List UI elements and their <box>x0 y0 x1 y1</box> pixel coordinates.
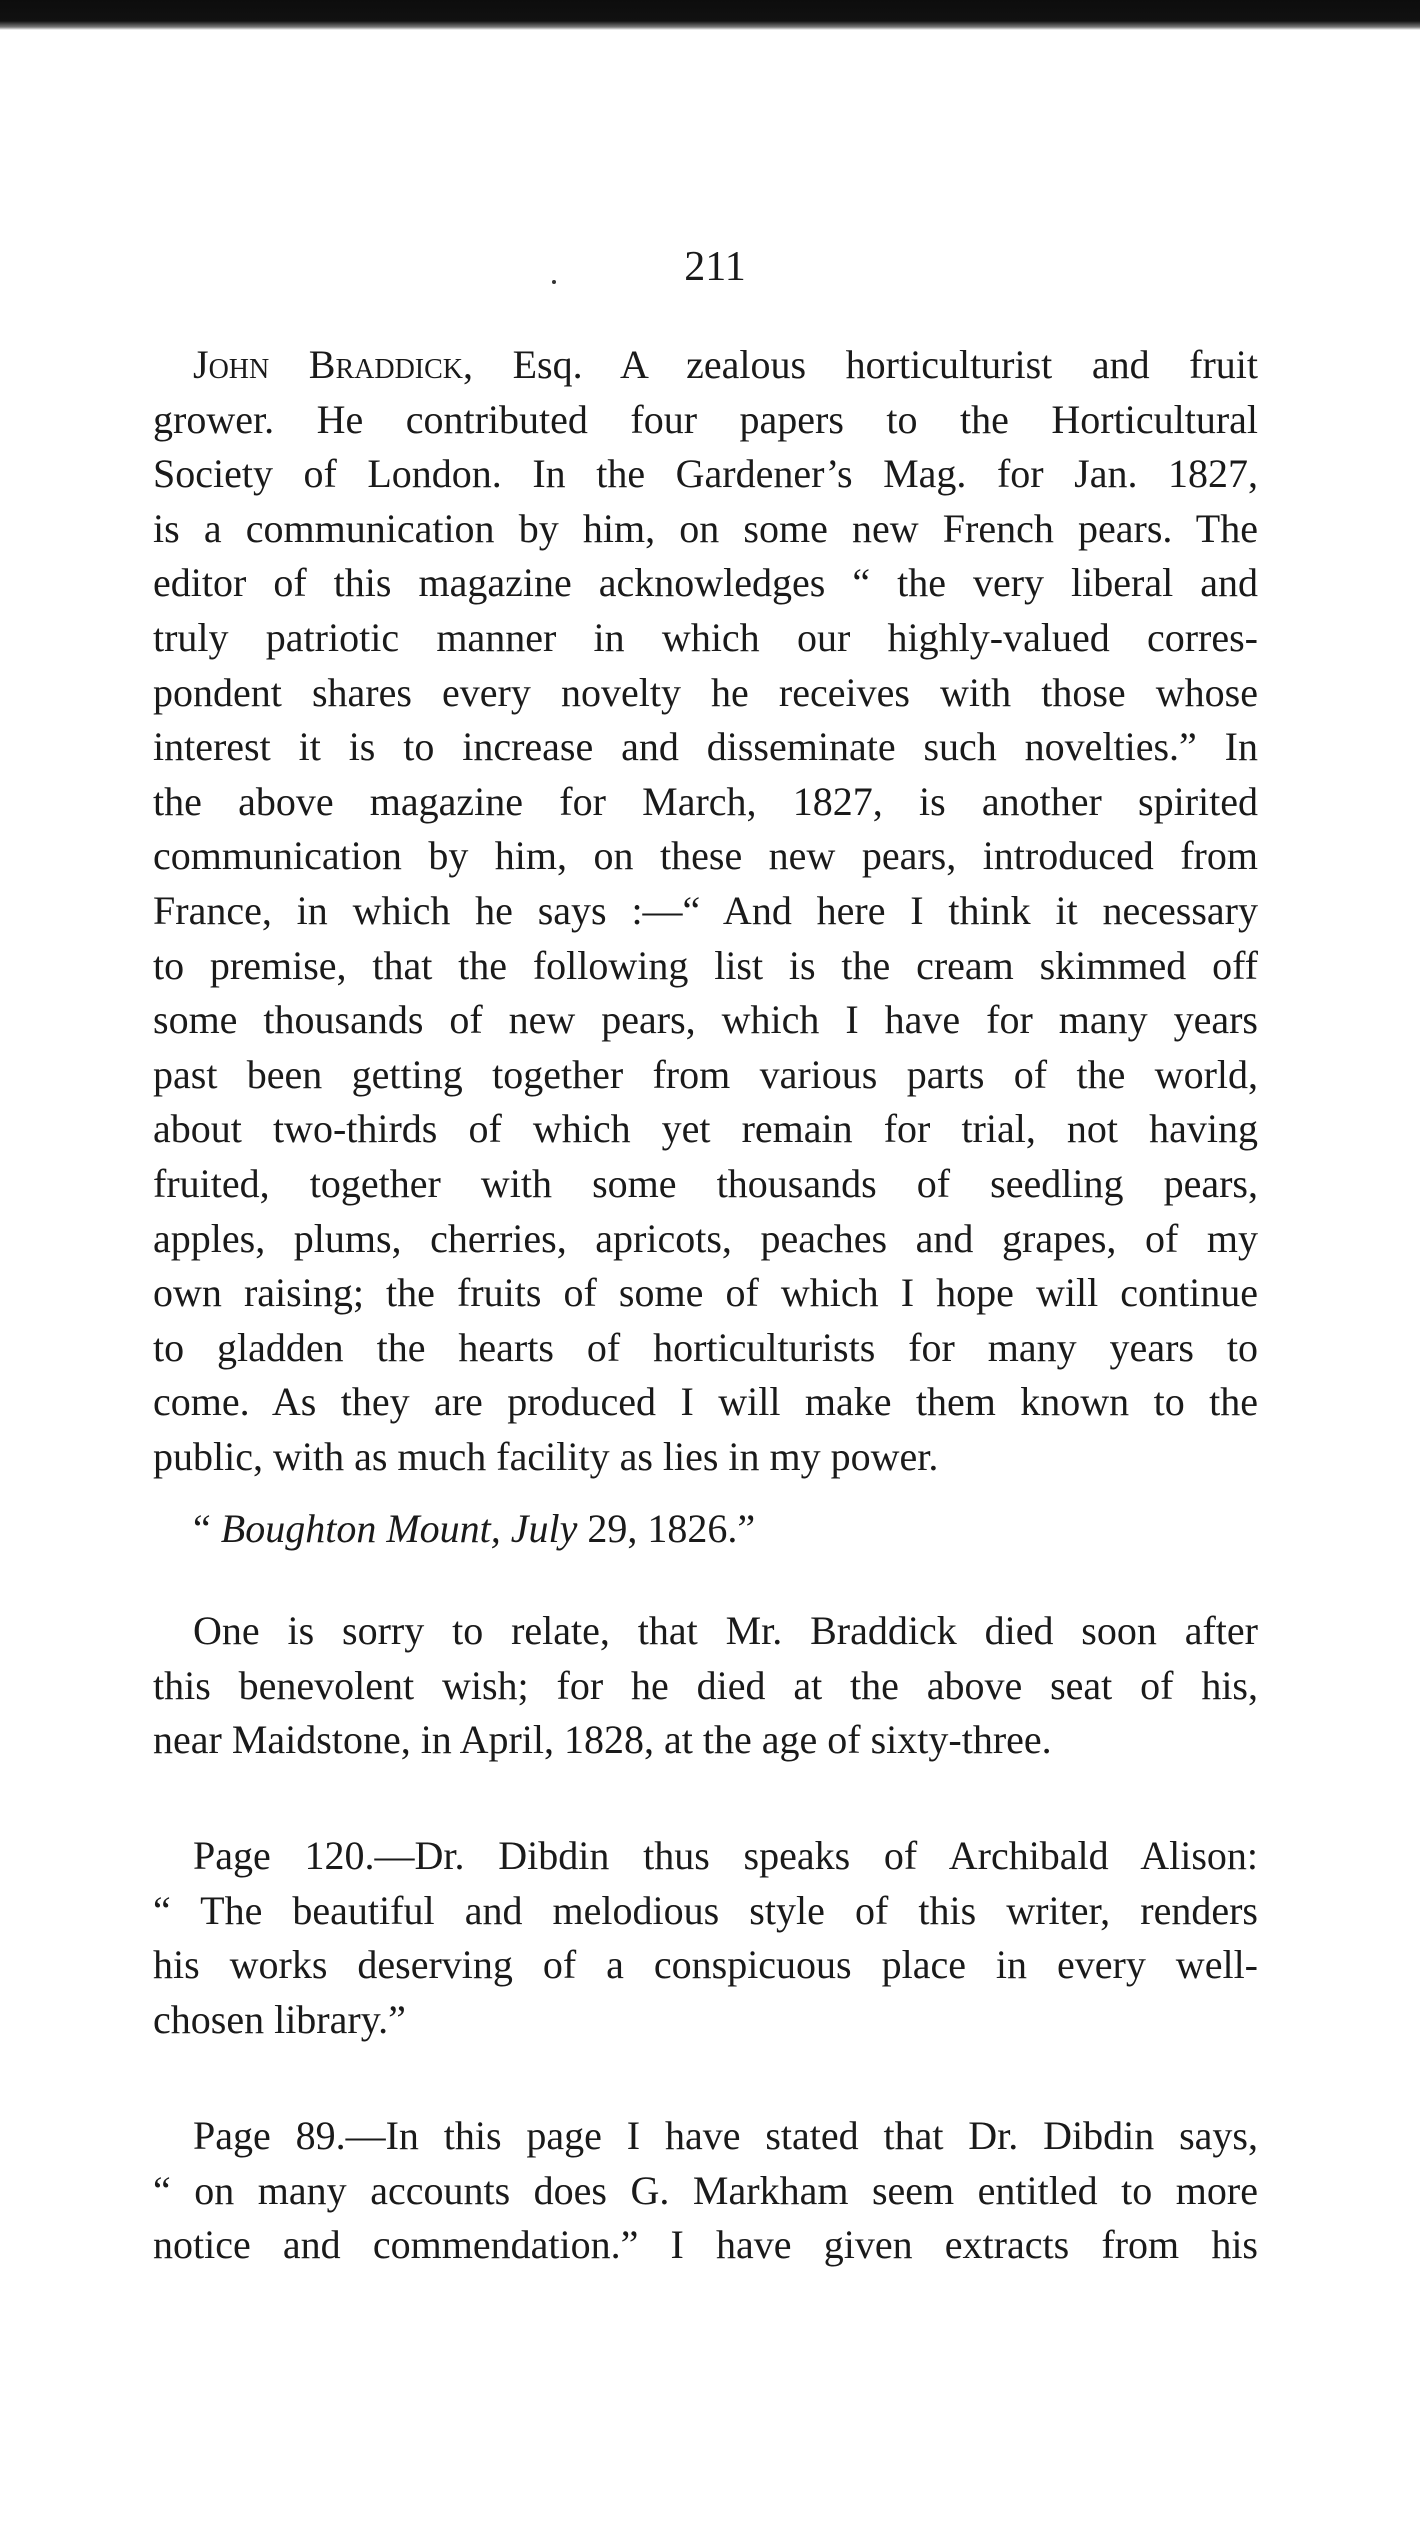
entry-line: Society of London. In the Gardener’s Mag. for Jan. 1827, <box>153 451 1258 497</box>
paragraph-page-89 <box>153 2109 1258 2273</box>
signature-date: 29, 1826.” <box>577 1506 756 1551</box>
paragraph-line: this benevolent wish; for he died at the above seat of his, <box>153 1662 1258 1708</box>
entry-line: to premise, that the following list is the cream skimmed off <box>153 942 1258 988</box>
paragraph-line: Page 89.—In this page I have stated that Dr. Dibdin says, <box>193 2113 1258 2158</box>
paragraph-line: “ The beautiful and melodious style of this writer, renders <box>153 1887 1258 1933</box>
signature-place: Boughton Mount, July <box>220 1506 578 1551</box>
paragraph-line: near Maidstone, in April, 1828, at the age of sixty-three. <box>153 1717 1052 1763</box>
entry-line: pondent shares every novelty he receives with those whose <box>153 669 1258 715</box>
paragraph-braddick-death <box>153 1604 1258 1768</box>
signature-open-quote: “ <box>193 1506 221 1551</box>
entry-first-line <box>153 338 1258 393</box>
paragraph-page-120 <box>153 1829 1258 2047</box>
paragraph-line: chosen library.” <box>153 1996 406 2042</box>
entry-line: to gladden the hearts of horticulturists for many years to <box>153 1324 1258 1370</box>
paragraph-line: his works deserving of a conspicuous place in every well- <box>153 1942 1258 1988</box>
paragraph-line: Page 120.—Dr. Dibdin thus speaks of Archibald Alison: <box>193 1833 1258 1878</box>
entry-line: the above magazine for March, 1827, is another spirited <box>153 778 1258 824</box>
entry-line: public, with as much facility as lies in my power. <box>153 1433 939 1479</box>
entry-line: is a communication by him, on some new French pears. The <box>153 505 1258 551</box>
entry-line: own raising; the fruits of some of which I hope will continue <box>153 1270 1258 1316</box>
entry-line: communication by him, on these new pears, introduced from <box>153 833 1258 879</box>
paragraph-line: notice and commendation.” I have given extracts from his <box>153 2222 1258 2268</box>
entry-line: about two-thirds of which yet remain for trial, not having <box>153 1106 1258 1152</box>
entry-honorific: , Esq. <box>463 342 583 387</box>
ink-speck <box>552 280 556 284</box>
entry-line: some thousands of new pears, which I have for many years <box>153 997 1258 1043</box>
entry-line: A zealous horticulturist and fruit <box>619 342 1258 387</box>
page-number: 211 <box>684 244 746 290</box>
entry-line: France, in which he says :—“ And here I think it necessary <box>153 887 1258 933</box>
entry-line: interest it is to increase and disseminate such novelties.” In <box>153 724 1258 770</box>
entry-john-braddick <box>153 338 1258 1484</box>
entry-line: editor of this magazine acknowledges “ the very liberal and <box>153 560 1258 606</box>
entry-line: fruited, together with some thousands of seedling pears, <box>153 1160 1258 1206</box>
entry-line: apples, plums, cherries, apricots, peaches and grapes, of my <box>153 1215 1258 1261</box>
entry-line: come. As they are produced I will make them known to the <box>153 1379 1258 1425</box>
paragraph-line: “ on many accounts does G. Markham seem entitled to more <box>153 2167 1258 2213</box>
page-top-edge <box>0 0 1420 30</box>
entry-line: grower. He contributed four papers to the Horticultural <box>153 396 1258 442</box>
paragraph-line: One is sorry to relate, that Mr. Braddick died soon after <box>193 1608 1258 1653</box>
signature-line <box>193 1502 755 1557</box>
entry-name: John Braddick <box>193 342 464 387</box>
entry-line: past been getting together from various parts of the world, <box>153 1051 1258 1097</box>
entry-line: truly patriotic manner in which our highly-valued corres- <box>153 614 1258 660</box>
